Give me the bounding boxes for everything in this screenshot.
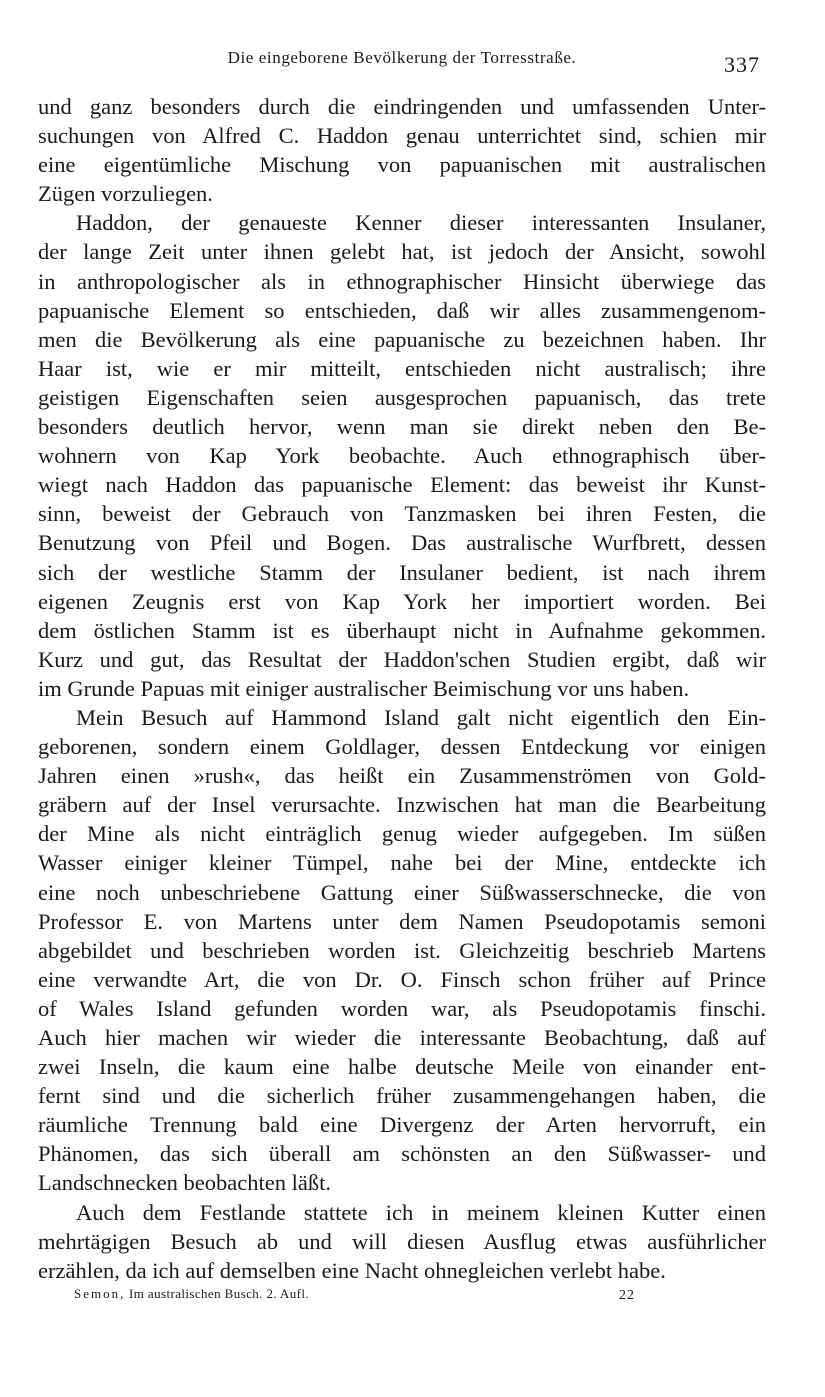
text-line: Jahren einen »rush«, das heißt ein Zusammenströmen von Gold-: [38, 763, 766, 789]
text-line: Auch hier machen wir wieder die interessante Beobachtung, daß auf: [38, 1025, 766, 1050]
paragraph: [38, 208, 766, 703]
text-line: abgebildet und beschrieben worden ist. Gleichzeitig beschrieb Martens: [38, 937, 766, 963]
bibliographic-signature: [74, 1286, 309, 1302]
text-line: fernt sind und die sicherlich früher zusammengehangen haben, die: [38, 1083, 766, 1109]
text-line: im Grunde Papuas mit einiger australischer Beimischung vor uns haben.: [38, 675, 690, 701]
text-line: men die Bevölkerung als eine papuanische zu bezeichnen haben. Ihr: [38, 326, 766, 352]
text-line: eigenen Zeugnis erst von Kap York her importiert worden. Bei: [38, 588, 766, 614]
paragraph: [38, 92, 766, 208]
footer-book-title: Im australischen Busch.: [129, 1286, 263, 1301]
text-line: of Wales Island gefunden worden war, als Pseudopotamis finschi.: [38, 995, 766, 1021]
paragraph: [38, 1198, 766, 1285]
text-line: eine verwandte Art, die von Dr. O. Finsch schon früher auf Prince: [38, 966, 766, 992]
text-line: Mein Besuch auf Hammond Island galt nicht eigentlich den Ein-: [76, 704, 766, 730]
text-line: zwei Inseln, die kaum eine halbe deutsche Meile von einander ent-: [38, 1054, 766, 1080]
text-line: Haddon, der genaueste Kenner dieser interessanten Insulaner,: [76, 210, 766, 236]
text-line: papuanische Element so entschieden, daß wir alles zusammengenom-: [38, 297, 766, 323]
text-line: mehrtägigen Besuch ab und will diesen Ausflug etwas ausführlicher: [38, 1228, 766, 1254]
page-number: 337: [724, 52, 760, 77]
text-line: suchungen von Alfred C. Haddon genau unterrichtet sind, schien mir: [38, 123, 766, 149]
text-line: geistigen Eigenschaften seien ausgesprochen papuanisch, das trete: [38, 384, 766, 410]
footer-edition: 2. Aufl.: [266, 1286, 310, 1301]
text-line: eine eigentümliche Mischung von papuanischen mit australischen: [38, 152, 766, 178]
sheet-number: 22: [619, 1288, 635, 1303]
text-line: sich der westliche Stamm der Insulaner bedient, ist nach ihrem: [38, 559, 766, 585]
text-line: und ganz besonders durch die eindringenden und umfassenden Unter-: [38, 94, 766, 119]
page-footer: [74, 1286, 674, 1310]
text-line: gräbern auf der Insel verursachte. Inzwischen hat man die Bearbeitung: [38, 792, 766, 818]
text-line: Kurz und gut, das Resultat der Haddon'schen Studien ergibt, daß wir: [38, 646, 766, 672]
text-line: Professor E. von Martens unter dem Namen Pseudopotamis semoni: [38, 908, 766, 934]
text-line: Phänomen, das sich überall am schönsten an den Süßwasser- und: [38, 1141, 766, 1167]
text-line: Landschnecken beobachten läßt.: [38, 1170, 331, 1196]
running-title: Die eingeborene Bevölkerung der Torresstraße.: [227, 48, 577, 67]
text-line: wohnern von Kap York beobachte. Auch ethnographisch über-: [38, 443, 766, 469]
text-line: geborenen, sondern einem Goldlager, dessen Entdeckung vor einigen: [38, 734, 766, 760]
text-line: Wasser einiger kleiner Tümpel, nahe bei der Mine, entdeckte ich: [38, 850, 766, 876]
text-line: in anthropologischer als in ethnographischer Hinsicht überwiege das: [38, 268, 766, 294]
text-line: wiegt nach Haddon das papuanische Element: das beweist ihr Kunst-: [38, 472, 766, 498]
text-line: räumliche Trennung bald eine Divergenz der Arten hervorruft, ein: [38, 1112, 766, 1138]
footer-author: Semon,: [74, 1286, 126, 1301]
text-line: sinn, beweist der Gebrauch von Tanzmasken bei ihren Festen, die: [38, 501, 766, 527]
text-line: eine noch unbeschriebene Gattung einer Süßwasserschnecke, die von: [38, 879, 766, 905]
text-line: besonders deutlich hervor, wenn man sie direkt neben den Be-: [38, 414, 766, 440]
text-line: Benutzung von Pfeil und Bogen. Das australische Wurfbrett, dessen: [38, 530, 766, 556]
text-line: dem östlichen Stamm ist es überhaupt nicht in Aufnahme gekommen.: [38, 617, 766, 643]
paragraph: [38, 703, 766, 1198]
text-line: der Mine als nicht einträglich genug wieder aufgegeben. Im süßen: [38, 821, 766, 847]
text-line: Auch dem Festlande stattete ich in meinem kleinen Kutter einen: [76, 1199, 766, 1225]
text-line: Haar ist, wie er mir mitteilt, entschieden nicht australisch; ihre: [38, 355, 766, 381]
text-line: Zügen vorzuliegen.: [38, 181, 213, 207]
text-line: erzählen, da ich auf demselben eine Nacht ohnegleichen verlebt habe.: [38, 1257, 666, 1283]
text-line: der lange Zeit unter ihnen gelebt hat, ist jedoch der Ansicht, sowohl: [38, 239, 766, 265]
body-text: [38, 92, 766, 1285]
running-head: [38, 44, 766, 84]
